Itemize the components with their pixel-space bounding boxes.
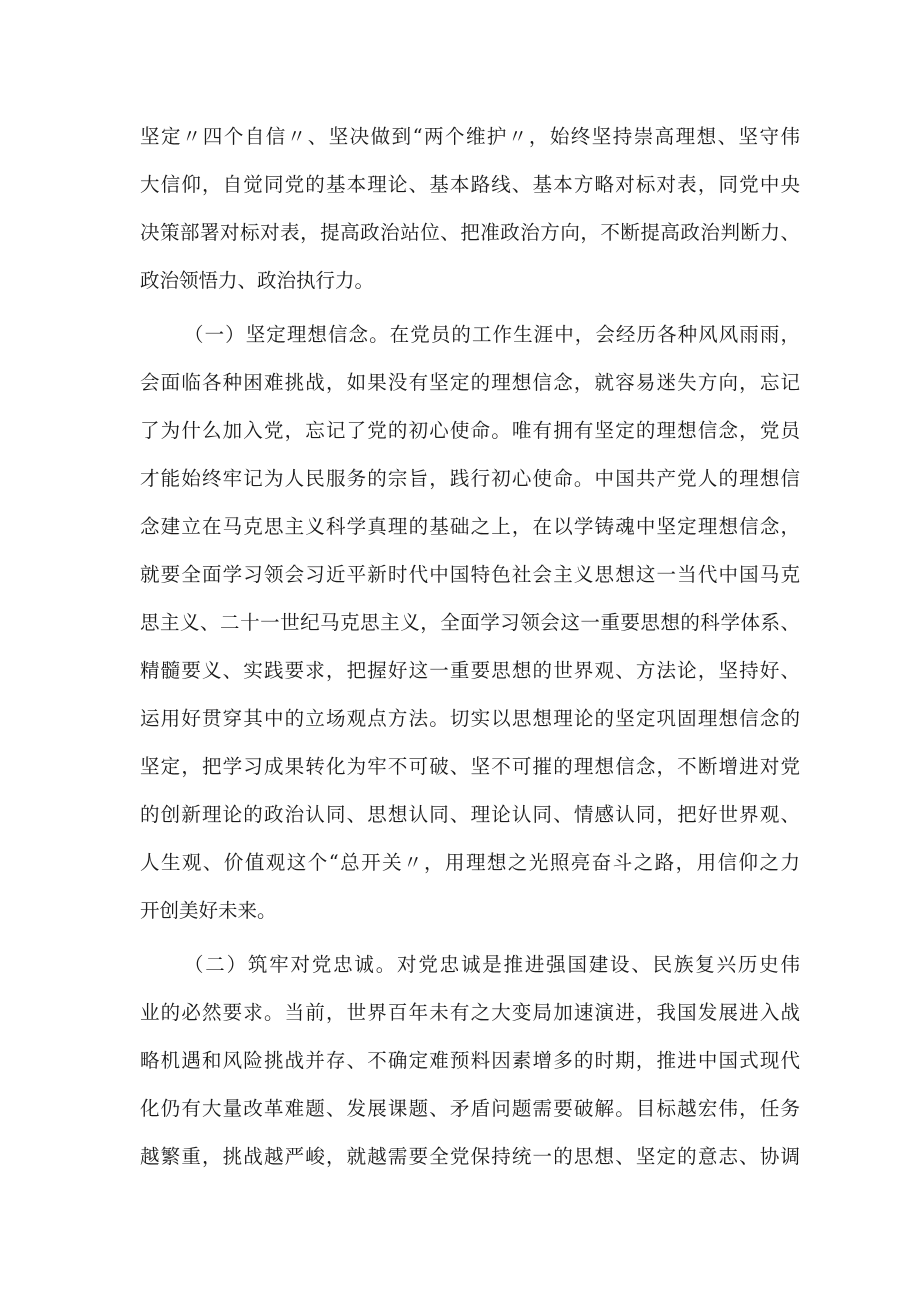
text-line: 人生观、价值观这个“总开关〃，用理想之光照亮奋斗之路，用信仰之力 (140, 851, 800, 874)
text-line: 念建立在马克思主义科学真理的基础之上，在以学铸魂中坚定理想信念， (140, 515, 800, 538)
paragraph-intro (140, 113, 800, 305)
text-line: 坚定〃四个自信〃、坚决做到“两个维护〃，始终坚持崇高理想、坚守伟 (140, 125, 800, 148)
text-line: 决策部署对标对表，提高政治站位、把准政治方向，不断提高政治判断力、 (140, 221, 800, 244)
text-line: 开创美好未来。 (140, 899, 277, 922)
text-line: 大信仰，自觉同党的基本理论、基本路线、基本方略对标对表，同党中央 (140, 173, 800, 196)
text-line: （二）筑牢对党忠诚。对党忠诚是推进强国建设、民族复兴历史伟 (184, 953, 800, 976)
text-line: 才能始终牢记为人民服务的宗旨，践行初心使命。中国共产党人的理想信 (140, 467, 800, 490)
text-line: 略机遇和风险挑战并存、不确定难预料因素增多的时期，推进中国式现代 (140, 1049, 800, 1072)
text-line: 越繁重，挑战越严峻，就越需要全党保持统一的思想、坚定的意志、协调 (140, 1145, 800, 1168)
text-line: 了为什么加入党，忘记了党的初心使命。唯有拥有坚定的理想信念，党员 (140, 419, 800, 442)
text-line: 思主义、二十一世纪马克思主义，全面学习领会这一重要思想的科学体系、 (140, 611, 800, 634)
text-line: 的创新理论的政治认同、思想认同、理论认同、情感认同，把好世界观、 (140, 803, 800, 826)
text-line: 精髓要义、实践要求，把握好这一重要思想的世界观、方法论，坚持好、 (140, 659, 800, 682)
text-line: 运用好贯穿其中的立场观点方法。切实以思想理论的坚定巩固理想信念的 (140, 707, 800, 730)
text-line: 坚定，把学习成果转化为牢不可破、坚不可摧的理想信念，不断增进对党 (140, 755, 800, 778)
text-line: 化仍有大量改革难题、发展课题、矛盾问题需要破解。目标越宏伟，任务 (140, 1097, 800, 1120)
text-line: （一）坚定理想信念。在党员的工作生涯中，会经历各种风风雨雨， (184, 323, 800, 346)
text-line: 政治领悟力、政治执行力。 (140, 269, 375, 292)
text-line: 会面临各种困难挑战，如果没有坚定的理想信念，就容易迷失方向，忘记 (140, 371, 800, 394)
text-line: 就要全面学习领会习近平新时代中国特色社会主义思想这一当代中国马克 (140, 563, 800, 586)
document-body (140, 113, 800, 1187)
paragraph-ideals (140, 311, 800, 935)
paragraph-loyalty (140, 941, 800, 1181)
text-line: 业的必然要求。当前，世界百年未有之大变局加速演进，我国发展进入战 (140, 1001, 800, 1024)
